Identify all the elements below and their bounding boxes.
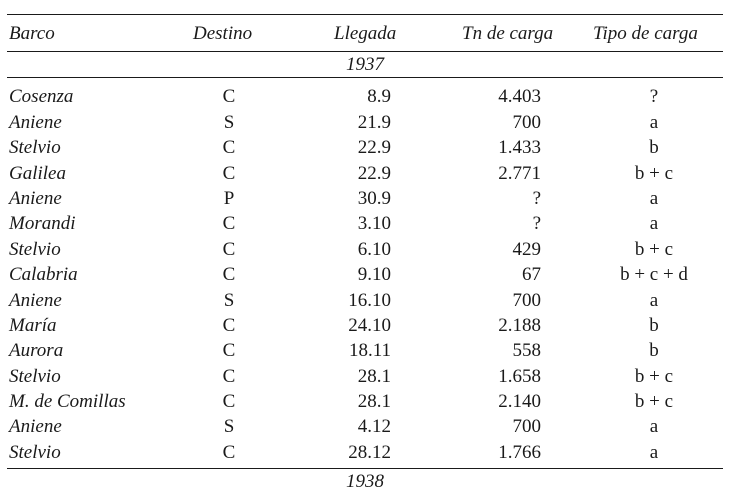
cell-tipo-de-carga: a bbox=[649, 187, 659, 209]
header-llegada: Llegada bbox=[334, 23, 397, 44]
cell-llegada: 24.10 bbox=[348, 314, 391, 336]
cell-tipo-de-carga: b bbox=[649, 340, 659, 362]
cell-barco: Aniene bbox=[9, 416, 62, 438]
cell-barco: Stelvio bbox=[9, 238, 61, 260]
cell-destino: P bbox=[223, 187, 235, 209]
header-row bbox=[7, 15, 723, 51]
cell-destino: S bbox=[223, 289, 235, 311]
table-row bbox=[7, 364, 723, 389]
table-row bbox=[7, 440, 723, 465]
cell-llegada: 8.9 bbox=[367, 86, 391, 108]
cell-tipo-de-carga: a bbox=[649, 441, 659, 463]
cell-barco: Stelvio bbox=[9, 137, 61, 159]
table-row bbox=[7, 389, 723, 414]
cell-destino: C bbox=[222, 340, 236, 362]
cell-barco: Aniene bbox=[9, 187, 62, 209]
table-row bbox=[7, 135, 723, 160]
cell-destino: C bbox=[222, 162, 236, 184]
cell-destino: C bbox=[222, 264, 236, 286]
cell-barco: Stelvio bbox=[9, 365, 61, 387]
year-label-start: 1937 bbox=[346, 54, 384, 75]
table-row bbox=[7, 161, 723, 186]
cell-llegada: 28.12 bbox=[348, 441, 391, 463]
table-row bbox=[7, 262, 723, 287]
cell-tipo-de-carga: ? bbox=[649, 86, 659, 108]
cell-tipo-de-carga: a bbox=[649, 111, 659, 133]
cell-tn-de-carga: 4.403 bbox=[498, 86, 541, 108]
cell-destino: C bbox=[222, 86, 236, 108]
cell-destino: S bbox=[223, 416, 235, 438]
cell-tn-de-carga: 67 bbox=[522, 264, 541, 286]
cell-tipo-de-carga: a bbox=[649, 416, 659, 438]
table-row bbox=[7, 186, 723, 211]
table-row bbox=[7, 237, 723, 262]
cell-llegada: 22.9 bbox=[357, 162, 391, 184]
year-label-end: 1938 bbox=[346, 471, 384, 493]
cell-tipo-de-carga: a bbox=[649, 289, 659, 311]
cell-llegada: 6.10 bbox=[357, 238, 391, 260]
cell-tn-de-carga: 2.771 bbox=[498, 162, 541, 184]
cell-llegada: 22.9 bbox=[357, 137, 391, 159]
cell-destino: C bbox=[222, 213, 236, 235]
cell-tipo-de-carga: b + c + d bbox=[620, 264, 688, 286]
header-barco: Barco bbox=[9, 23, 55, 44]
cell-destino: C bbox=[222, 391, 236, 413]
cell-barco: Aurora bbox=[9, 340, 64, 362]
table-row bbox=[7, 84, 723, 109]
cell-destino: C bbox=[222, 137, 236, 159]
cell-llegada: 30.9 bbox=[357, 187, 391, 209]
cell-tipo-de-carga: b + c bbox=[634, 238, 674, 260]
table-row bbox=[7, 313, 723, 338]
cell-tipo-de-carga: b bbox=[649, 137, 659, 159]
cell-tn-de-carga: 2.140 bbox=[498, 391, 541, 413]
cell-llegada: 28.1 bbox=[357, 391, 391, 413]
header-destino: Destino bbox=[193, 23, 253, 44]
cell-destino: C bbox=[222, 365, 236, 387]
cell-llegada: 21.9 bbox=[357, 111, 391, 133]
cell-barco: Morandi bbox=[9, 213, 76, 235]
table-row bbox=[7, 338, 723, 363]
cell-tn-de-carga: 700 bbox=[512, 289, 541, 311]
cell-barco: Galilea bbox=[9, 162, 66, 184]
year-row-end bbox=[7, 469, 723, 494]
cell-tipo-de-carga: b bbox=[649, 314, 659, 336]
cell-barco: Aniene bbox=[9, 289, 62, 311]
cell-tn-de-carga: 1.766 bbox=[498, 441, 541, 463]
cell-barco: M. de Comillas bbox=[9, 391, 126, 413]
cell-tn-de-carga: ? bbox=[532, 213, 541, 235]
cell-tipo-de-carga: b + c bbox=[634, 391, 674, 413]
cell-barco: Aniene bbox=[9, 111, 62, 133]
header-tn-de-carga: Tn de carga bbox=[462, 23, 554, 44]
cell-destino: C bbox=[222, 314, 236, 336]
cell-llegada: 3.10 bbox=[357, 213, 391, 235]
shipment-table bbox=[7, 14, 723, 495]
table-row bbox=[7, 414, 723, 439]
cell-tipo-de-carga: a bbox=[649, 213, 659, 235]
cell-barco: Calabria bbox=[9, 264, 78, 286]
cell-barco: Stelvio bbox=[9, 441, 61, 463]
header-tipo-de-carga: Tipo de carga bbox=[593, 23, 698, 44]
cell-tn-de-carga: 429 bbox=[512, 238, 541, 260]
cell-tn-de-carga: 1.433 bbox=[498, 137, 541, 159]
cell-llegada: 28.1 bbox=[357, 365, 391, 387]
cell-tn-de-carga: 1.658 bbox=[498, 365, 541, 387]
cell-llegada: 9.10 bbox=[357, 264, 391, 286]
cell-tn-de-carga: 558 bbox=[512, 340, 541, 362]
table-row bbox=[7, 288, 723, 313]
cell-tn-de-carga: 2.188 bbox=[498, 314, 541, 336]
table-row bbox=[7, 211, 723, 236]
cell-tn-de-carga: ? bbox=[532, 187, 541, 209]
cell-destino: C bbox=[222, 441, 236, 463]
year-row-start bbox=[7, 52, 723, 77]
cell-tipo-de-carga: b + c bbox=[634, 162, 674, 184]
cell-llegada: 16.10 bbox=[348, 289, 391, 311]
cell-llegada: 4.12 bbox=[357, 416, 391, 438]
cell-barco: María bbox=[9, 314, 57, 336]
cell-destino: S bbox=[223, 111, 235, 133]
cell-tn-de-carga: 700 bbox=[512, 416, 541, 438]
table-body bbox=[7, 78, 723, 468]
cell-llegada: 18.11 bbox=[348, 340, 391, 362]
cell-destino: C bbox=[222, 238, 236, 260]
cell-tipo-de-carga: b + c bbox=[634, 365, 674, 387]
cell-barco: Cosenza bbox=[9, 86, 74, 108]
cell-tn-de-carga: 700 bbox=[512, 111, 541, 133]
table-row bbox=[7, 110, 723, 135]
